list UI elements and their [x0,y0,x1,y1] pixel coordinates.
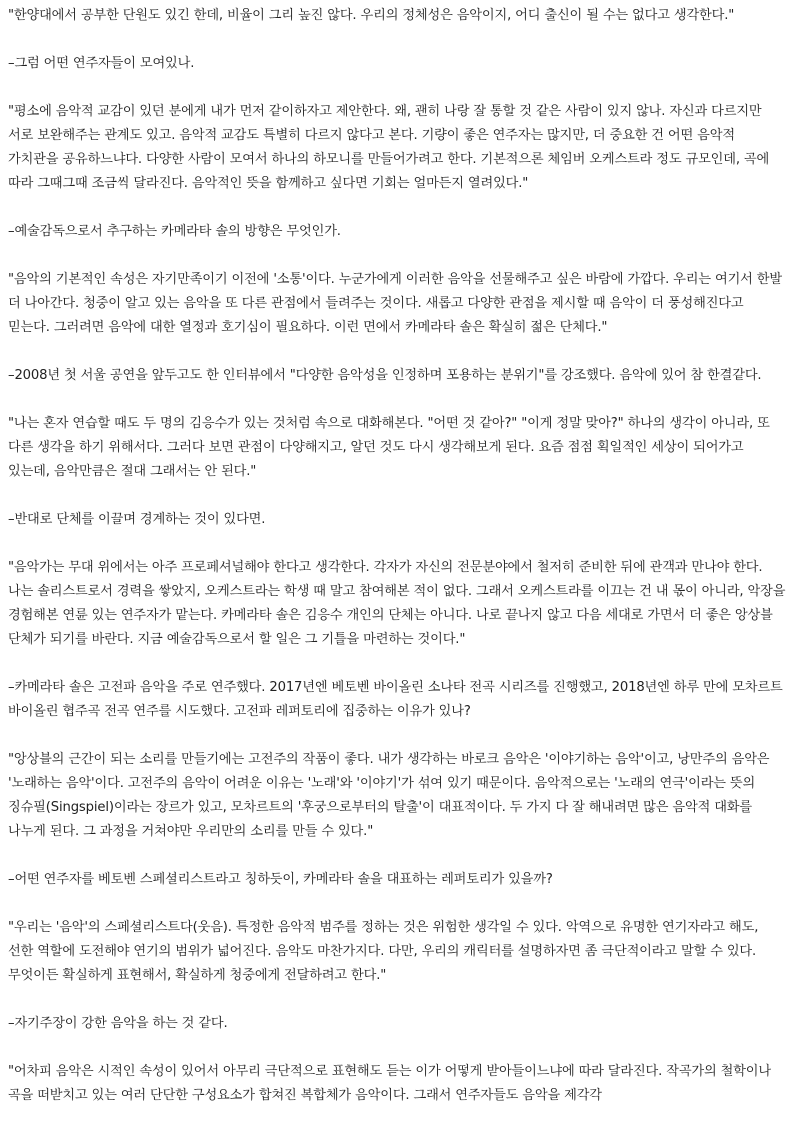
answer-paragraph: "한양대에서 공부한 단원도 있긴 한데, 비율이 그리 높진 않다. 우리의 정체성은 음악이지, 어디 출신이 될 수는 없다고 생각한다." [8,8,735,23]
interview-question: –반대로 단체를 이끌며 경계하는 것이 있다면. [8,512,266,527]
answer-paragraph: "나는 혼자 연습할 때도 두 명의 김응수가 있는 것처럼 속으로 대화해본다. "어떤 것 같아?" "이게 정말 맞아?" 하나의 생각이 아니라, 또 다른 생각을 하기 위해서다. 그러다 보면 관점이 다양해지고, 알던 것도 다시 생각해보게 된다. 요즘 점점 획일적인 세상이 되어가고 있는데, 음악만큼은 절대 그래서는 안 된다." [8,416,770,479]
article-body [8,4,786,1132]
answer-paragraph: "평소에 음악적 교감이 있던 분에게 내가 먼저 같이하자고 제안한다. 왜, 괜히 나랑 잘 통할 것 같은 사람이 있지 않나. 자신과 다르지만 서로 보완해주는 관계도 있고. 음악적 교감도 특별히 다르지 않다고 본다. 기량이 좋은 연주자는 많지만, 더 중요한 건 어떤 음악적 가치관을 공유하느냐다. 다양한 사람이 모여서 하나의 하모니를 만들어가려고 한다. 기본적으론 체임버 오케스트라 정도 규모인데, 곡에 따라 그때그때 조금씩 달라진다. 음악적인 뜻을 함께하고 싶다면 기회는 얼마든지 열려있다." [8,104,770,191]
answer-paragraph: "음악가는 무대 위에서는 아주 프로페셔널해야 한다고 생각한다. 각자가 자신의 전문분야에서 철저히 준비한 뒤에 관객과 만나야 한다. 나는 솔리스트로서 경력을 쌓았지, 오케스트라는 학생 때 말고 참여해본 적이 없다. 그래서 오케스트라를 이끄는 건 내 몫이 아니라, 악장을 경험해본 연륜 있는 연주자가 맡는다. 카메라타 솔은 김응수 개인의 단체는 아니다. 나로 끝나지 않고 다음 세대로 가면서 더 좋은 앙상블 단체가 되기를 바란다. 지금 예술감독으로서 할 일은 그 기틀을 마련하는 것이다." [8,560,786,647]
interview-question: –카메라타 솔은 고전파 음악을 주로 연주했다. 2017년엔 베토벤 바이올린 소나타 전곡 시리즈를 진행했고, 2018년엔 하루 만에 모차르트 바이올린 협주곡 전곡 연주를 시도했다. 고전파 레퍼토리에 집중하는 이유가 있나? [8,680,783,719]
interview-question: –어떤 연주자를 베토벤 스페셜리스트라고 칭하듯이, 카메라타 솔을 대표하는 레퍼토리가 있을까? [8,872,553,887]
interview-question: –그럼 어떤 연주자들이 모여있나. [8,56,195,71]
interview-question: –예술감독으로서 추구하는 카메라타 솔의 방향은 무엇인가. [8,224,341,239]
answer-paragraph: "어차피 음악은 시적인 속성이 있어서 아무리 극단적으로 표현해도 듣는 이가 어떻게 받아들이느냐에 따라 달라진다. 작곡가의 철학이나 곡을 떠받치고 있는 여러 단단한 구성요소가 합쳐진 복합체가 음악이다. 그래서 연주자들도 음악을 제각각 [8,1064,771,1103]
answer-paragraph: "음악의 기본적인 속성은 자기만족이기 이전에 '소통'이다. 누군가에게 이러한 음악을 선물해주고 싶은 바람에 가깝다. 우리는 여기서 한발 더 나아간다. 청중이 알고 있는 음악을 또 다른 관점에서 들려주는 것이다. 새롭고 다양한 관점을 제시할 때 음악이 더 풍성해진다고 믿는다. 그러려면 음악에 대한 열정과 호기심이 필요하다. 이런 면에서 카메라타 솔은 확실히 젊은 단체다." [8,272,782,335]
interview-question: –자기주장이 강한 음악을 하는 것 같다. [8,1016,228,1031]
interview-question: –2008년 첫 서울 공연을 앞두고도 한 인터뷰에서 "다양한 음악성을 인정하며 포용하는 분위기"를 강조했다. 음악에 있어 참 한결같다. [8,368,762,383]
answer-paragraph: "우리는 '음악'의 스페셜리스트다(웃음). 특정한 음악적 범주를 정하는 것은 위험한 생각일 수 있다. 악역으로 유명한 연기자라고 해도, 선한 역할에 도전해야 연기의 범위가 넓어진다. 음악도 마찬가지다. 다만, 우리의 캐릭터를 설명하자면 좀 극단적이라고 말할 수 있다. 무엇이든 확실하게 표현해서, 확실하게 청중에게 전달하려고 한다." [8,920,759,983]
answer-paragraph: "앙상블의 근간이 되는 소리를 만들기에는 고전주의 작품이 좋다. 내가 생각하는 바로크 음악은 '이야기하는 음악'이고, 낭만주의 음악은 '노래하는 음악'이다. 고전주의 음악이 어려운 이유는 '노래'와 '이야기'가 섞여 있기 때문이다. 음악적으로는 '노래의 연극'이라는 뜻의 징슈필(Singspiel)이라는 장르가 있고, 모차르트의 '후궁으로부터의 탈출'이 대표적이다. 두 가지 다 잘 해내려면 많은 음악적 대화를 나누게 된다. 그 과정을 거쳐야만 우리만의 소리를 만들 수 있다." [8,752,770,839]
